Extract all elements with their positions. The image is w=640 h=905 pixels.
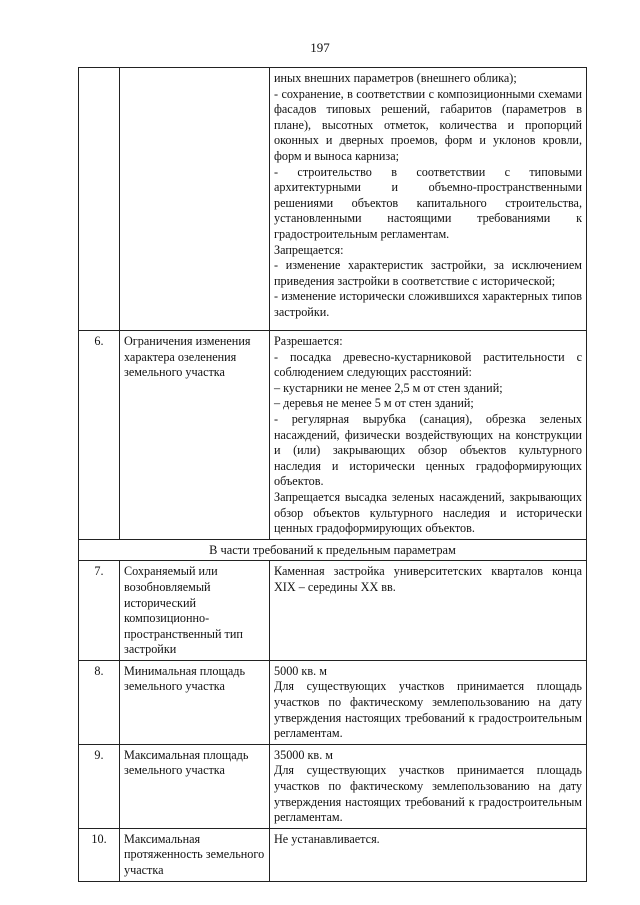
row-description bbox=[270, 331, 587, 540]
table-row bbox=[79, 68, 587, 331]
row-number: 9. bbox=[79, 744, 120, 828]
table-row bbox=[79, 561, 587, 661]
description-paragraph: - изменение характеристик застройки, за исключением приведения застройки в соответствие с исторической; bbox=[274, 258, 582, 288]
description-paragraph: Для существующих участков принимается площадь участков по фактическому землепользованию на дату утверждения настоящих требований к градостроительным регламентам. bbox=[274, 679, 582, 741]
description-paragraph: Каменная застройка университетских кварталов конца XIX – середины XX вв. bbox=[274, 564, 582, 594]
row-description bbox=[270, 68, 587, 331]
description-paragraph: - сохранение, в соответствии с композиционными схемами фасадов типовых решений, габаритов (параметров в плане), высотных отметок, количества и пропорций оконных и дверных проемов, форм и уклонов кровли, форм и выноса карниза; bbox=[274, 86, 582, 163]
row-description bbox=[270, 660, 587, 744]
page-number: 197 bbox=[310, 40, 330, 55]
row-description bbox=[270, 561, 587, 661]
description-paragraph: - изменение исторически сложившихся характерных типов застройки. bbox=[274, 289, 582, 319]
row-description bbox=[270, 744, 587, 828]
table-row bbox=[79, 331, 587, 540]
row-description bbox=[270, 828, 587, 881]
section-header-row bbox=[79, 539, 587, 561]
description-paragraph: Для существующих участков принимается площадь участков по фактическому землепользованию на дату утверждения настоящих требований к градостроительным регламентам. bbox=[274, 763, 582, 825]
description-paragraph: - регулярная вырубка (санация), обрезка зеленых насаждений, физически воздействующих на конструкции и (или) закрывающих обзор объектов культурного наследия и исторически ценных градоформирующих объектов. bbox=[274, 411, 582, 489]
row-number: 10. bbox=[79, 828, 120, 881]
description-paragraph: Запрещается: bbox=[274, 242, 344, 257]
description-paragraph: - строительство в соответствии с типовыми архитектурными и объемно-пространственными решениями объектов капитального строительства, установленными настоящими требованиями к градостроительным регламентам. bbox=[274, 164, 582, 241]
row-number: 8. bbox=[79, 660, 120, 744]
description-paragraph: Запрещается высадка зеленых насаждений, закрывающих обзор объектов культурного наследия и исторически ценных градоформирующих объектов. bbox=[274, 489, 582, 536]
table-row bbox=[79, 660, 587, 744]
requirements-table bbox=[78, 67, 587, 882]
description-paragraph: – кустарники не менее 2,5 м от стен зданий; bbox=[274, 380, 503, 395]
description-paragraph: 35000 кв. м bbox=[274, 747, 333, 762]
row-number: 6. bbox=[79, 331, 120, 540]
row-parameter: Ограничения изменения характера озеленения земельного участка bbox=[120, 331, 270, 540]
row-number: 7. bbox=[79, 561, 120, 661]
description-paragraph: 5000 кв. м bbox=[274, 663, 327, 678]
description-paragraph: Разрешается: bbox=[274, 334, 343, 348]
row-parameter: Максимальная протяженность земельного участка bbox=[120, 828, 270, 881]
description-paragraph: - посадка древесно-кустарниковой растительности с соблюдением следующих расстояний: bbox=[274, 349, 582, 380]
row-parameter: Сохраняемый или возобновляемый исторический композиционно-пространственный тип застройки bbox=[120, 561, 270, 661]
description-paragraph: Не устанавливается. bbox=[274, 831, 380, 846]
section-title: В части требований к предельным параметрам bbox=[79, 539, 587, 561]
row-parameter bbox=[120, 68, 270, 331]
row-parameter: Максимальная площадь земельного участка bbox=[120, 744, 270, 828]
table-row bbox=[79, 744, 587, 828]
table-row bbox=[79, 828, 587, 881]
description-paragraph: – деревья не менее 5 м от стен зданий; bbox=[274, 396, 474, 411]
row-parameter: Минимальная площадь земельного участка bbox=[120, 660, 270, 744]
description-paragraph: иных внешних параметров (внешнего облика); bbox=[274, 71, 517, 85]
row-number bbox=[79, 68, 120, 331]
